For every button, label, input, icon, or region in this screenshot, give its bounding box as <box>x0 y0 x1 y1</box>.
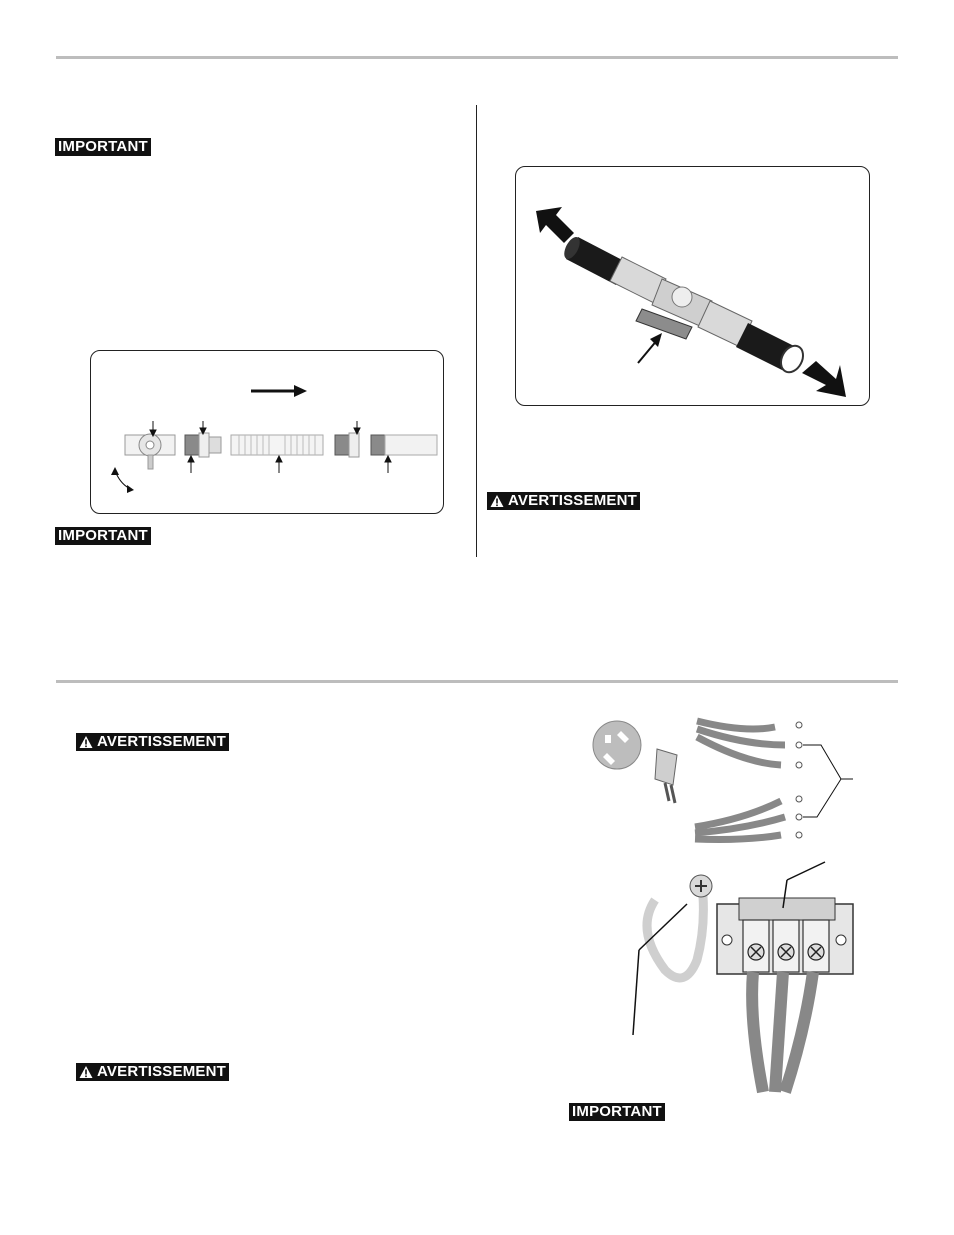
warning-badge: AVERTISSEMENT <box>76 1063 229 1081</box>
gas-connector-illustration <box>91 351 443 513</box>
warning-triangle-icon <box>490 494 504 508</box>
power-cord-illustration <box>585 705 855 855</box>
warning-badge: AVERTISSEMENT <box>487 492 640 510</box>
important-badge: IMPORTANT <box>55 138 151 156</box>
warning-triangle-icon <box>79 1065 93 1079</box>
terminal-block-illustration <box>625 860 865 1095</box>
gas-valve-diagram <box>515 166 870 406</box>
gas-connector-diagram <box>90 350 444 514</box>
gas-valve-illustration <box>516 167 869 405</box>
column-divider <box>476 105 477 557</box>
important-badge: IMPORTANT <box>569 1103 665 1121</box>
warning-badge: AVERTISSEMENT <box>76 733 229 751</box>
section-divider-bottom <box>56 680 898 683</box>
section-divider-top <box>56 56 898 59</box>
warning-triangle-icon <box>79 735 93 749</box>
important-badge: IMPORTANT <box>55 527 151 545</box>
